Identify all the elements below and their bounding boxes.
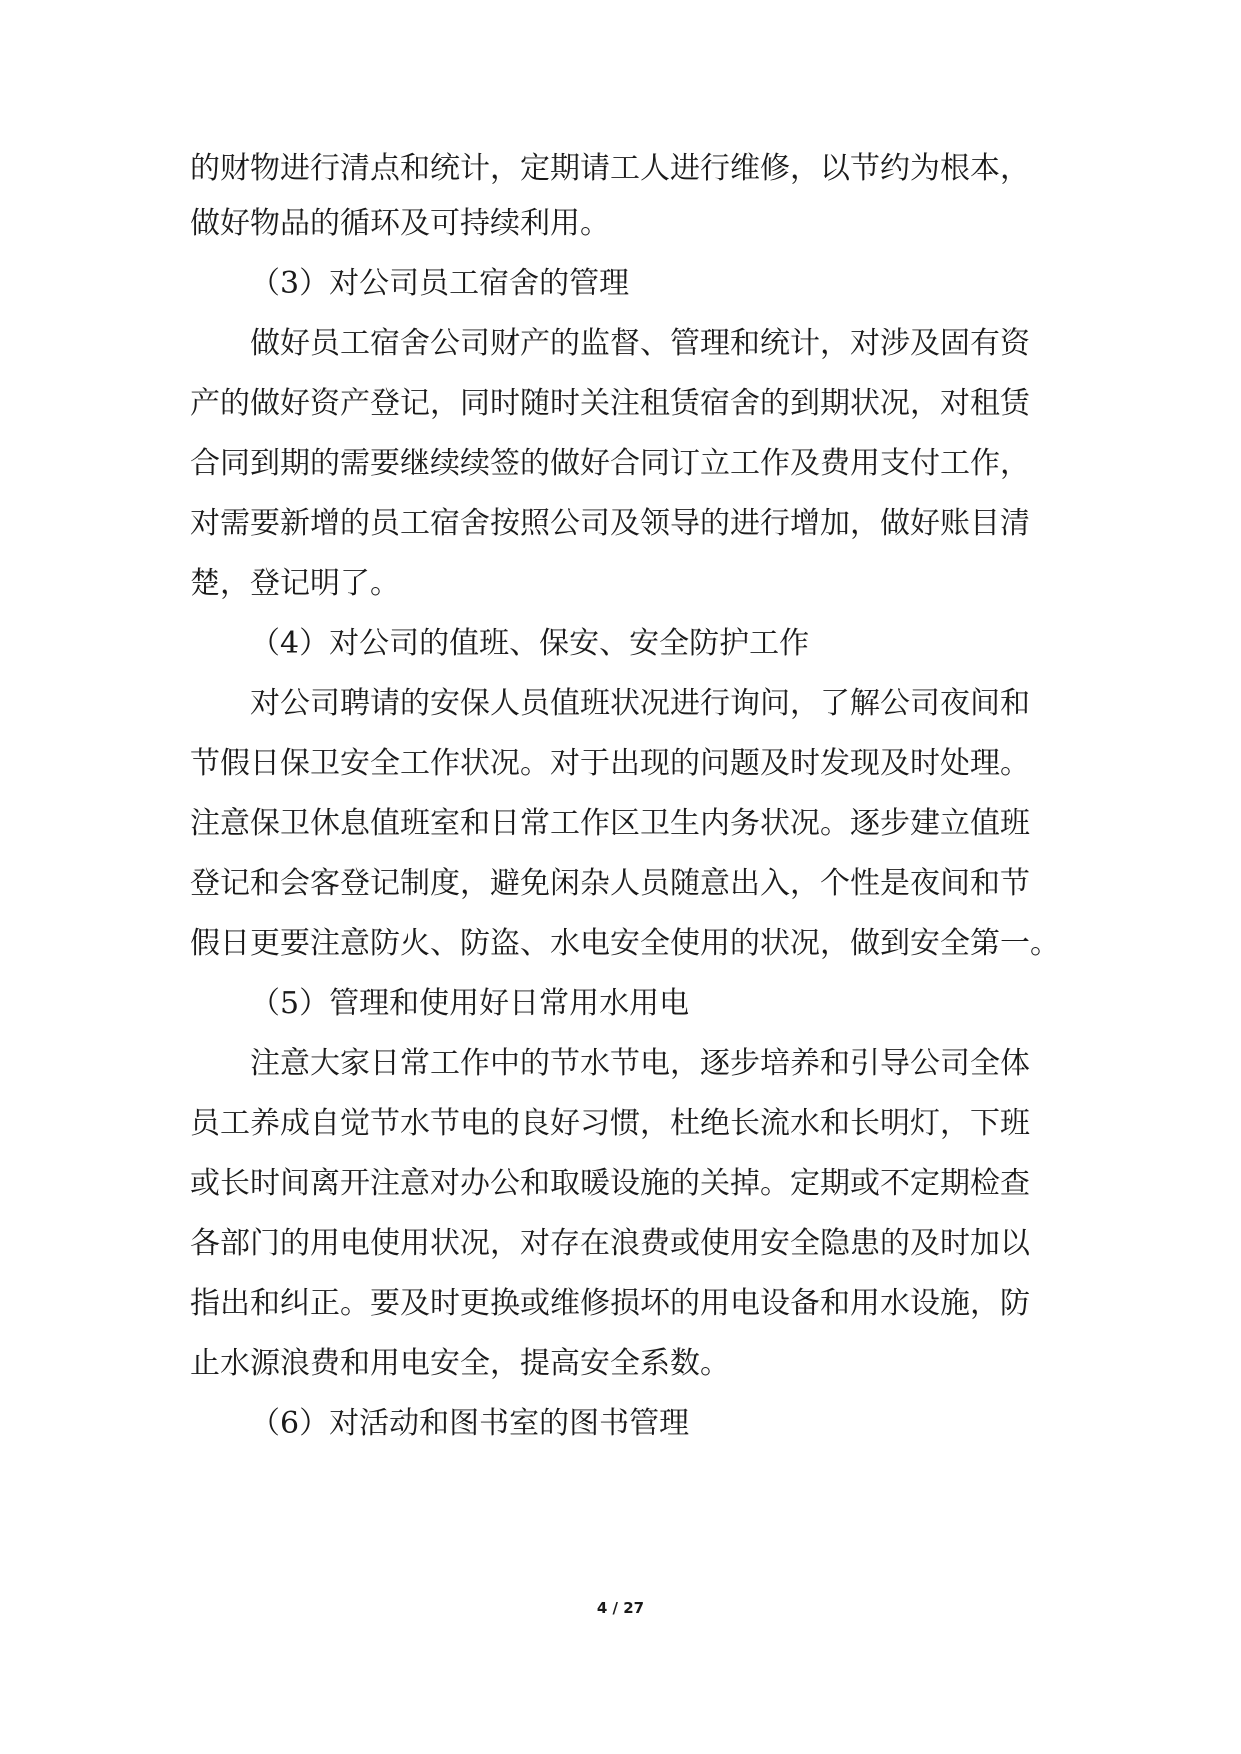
body-line: 指出和纠正。要及时更换或维修损坏的用电设备和用水设施，防 [190, 1286, 1030, 1321]
body-line: 或长时间离开注意对办公和取暖设施的关掉。定期或不定期检查 [190, 1166, 1030, 1201]
section-heading-4: （4）对公司的值班、保安、安全防护工作 [250, 626, 810, 661]
section-heading-3: （3）对公司员工宿舍的管理 [250, 266, 630, 301]
page-number: 4 / 27 [596, 1599, 645, 1617]
section-heading-5: （5）管理和使用好日常用水用电 [250, 986, 690, 1021]
body-line: 节假日保卫安全工作状况。对于出现的问题及时发现及时处理。 [190, 746, 1030, 781]
body-line: 产的做好资产登记，同时随时关注租赁宿舍的到期状况，对租赁 [190, 386, 1030, 421]
body-line: 对需要新增的员工宿舍按照公司及领导的进行增加，做好账目清 [190, 506, 1030, 541]
body-line: 楚，登记明了。 [190, 566, 400, 601]
paragraph-start: 对公司聘请的安保人员值班状况进行询问，了解公司夜间和 [250, 686, 1030, 721]
body-line: 注意保卫休息值班室和日常工作区卫生内务状况。逐步建立值班 [190, 806, 1030, 841]
body-line: 合同到期的需要继续续签的做好合同订立工作及费用支付工作， [190, 446, 1030, 481]
body-line: 登记和会客登记制度，避免闲杂人员随意出入，个性是夜间和节 [190, 866, 1030, 901]
body-line: 各部门的用电使用状况，对存在浪费或使用安全隐患的及时加以 [190, 1226, 1030, 1261]
section-heading-6: （6）对活动和图书室的图书管理 [250, 1406, 690, 1441]
body-line: 员工养成自觉节水节电的良好习惯，杜绝长流水和长明灯，下班 [190, 1106, 1030, 1141]
body-line: 做好物品的循环及可持续利用。 [190, 206, 610, 241]
body-line: 止水源浪费和用电安全，提高安全系数。 [190, 1346, 730, 1381]
paragraph-start: 做好员工宿舍公司财产的监督、管理和统计，对涉及固有资 [250, 326, 1030, 361]
paragraph-start: 注意大家日常工作中的节水节电，逐步培养和引导公司全体 [250, 1046, 1030, 1081]
body-line: 假日更要注意防火、防盗、水电安全使用的状况，做到安全第一。 [190, 926, 1060, 961]
body-line: 的财物进行清点和统计，定期请工人进行维修，以节约为根本， [190, 151, 1030, 186]
